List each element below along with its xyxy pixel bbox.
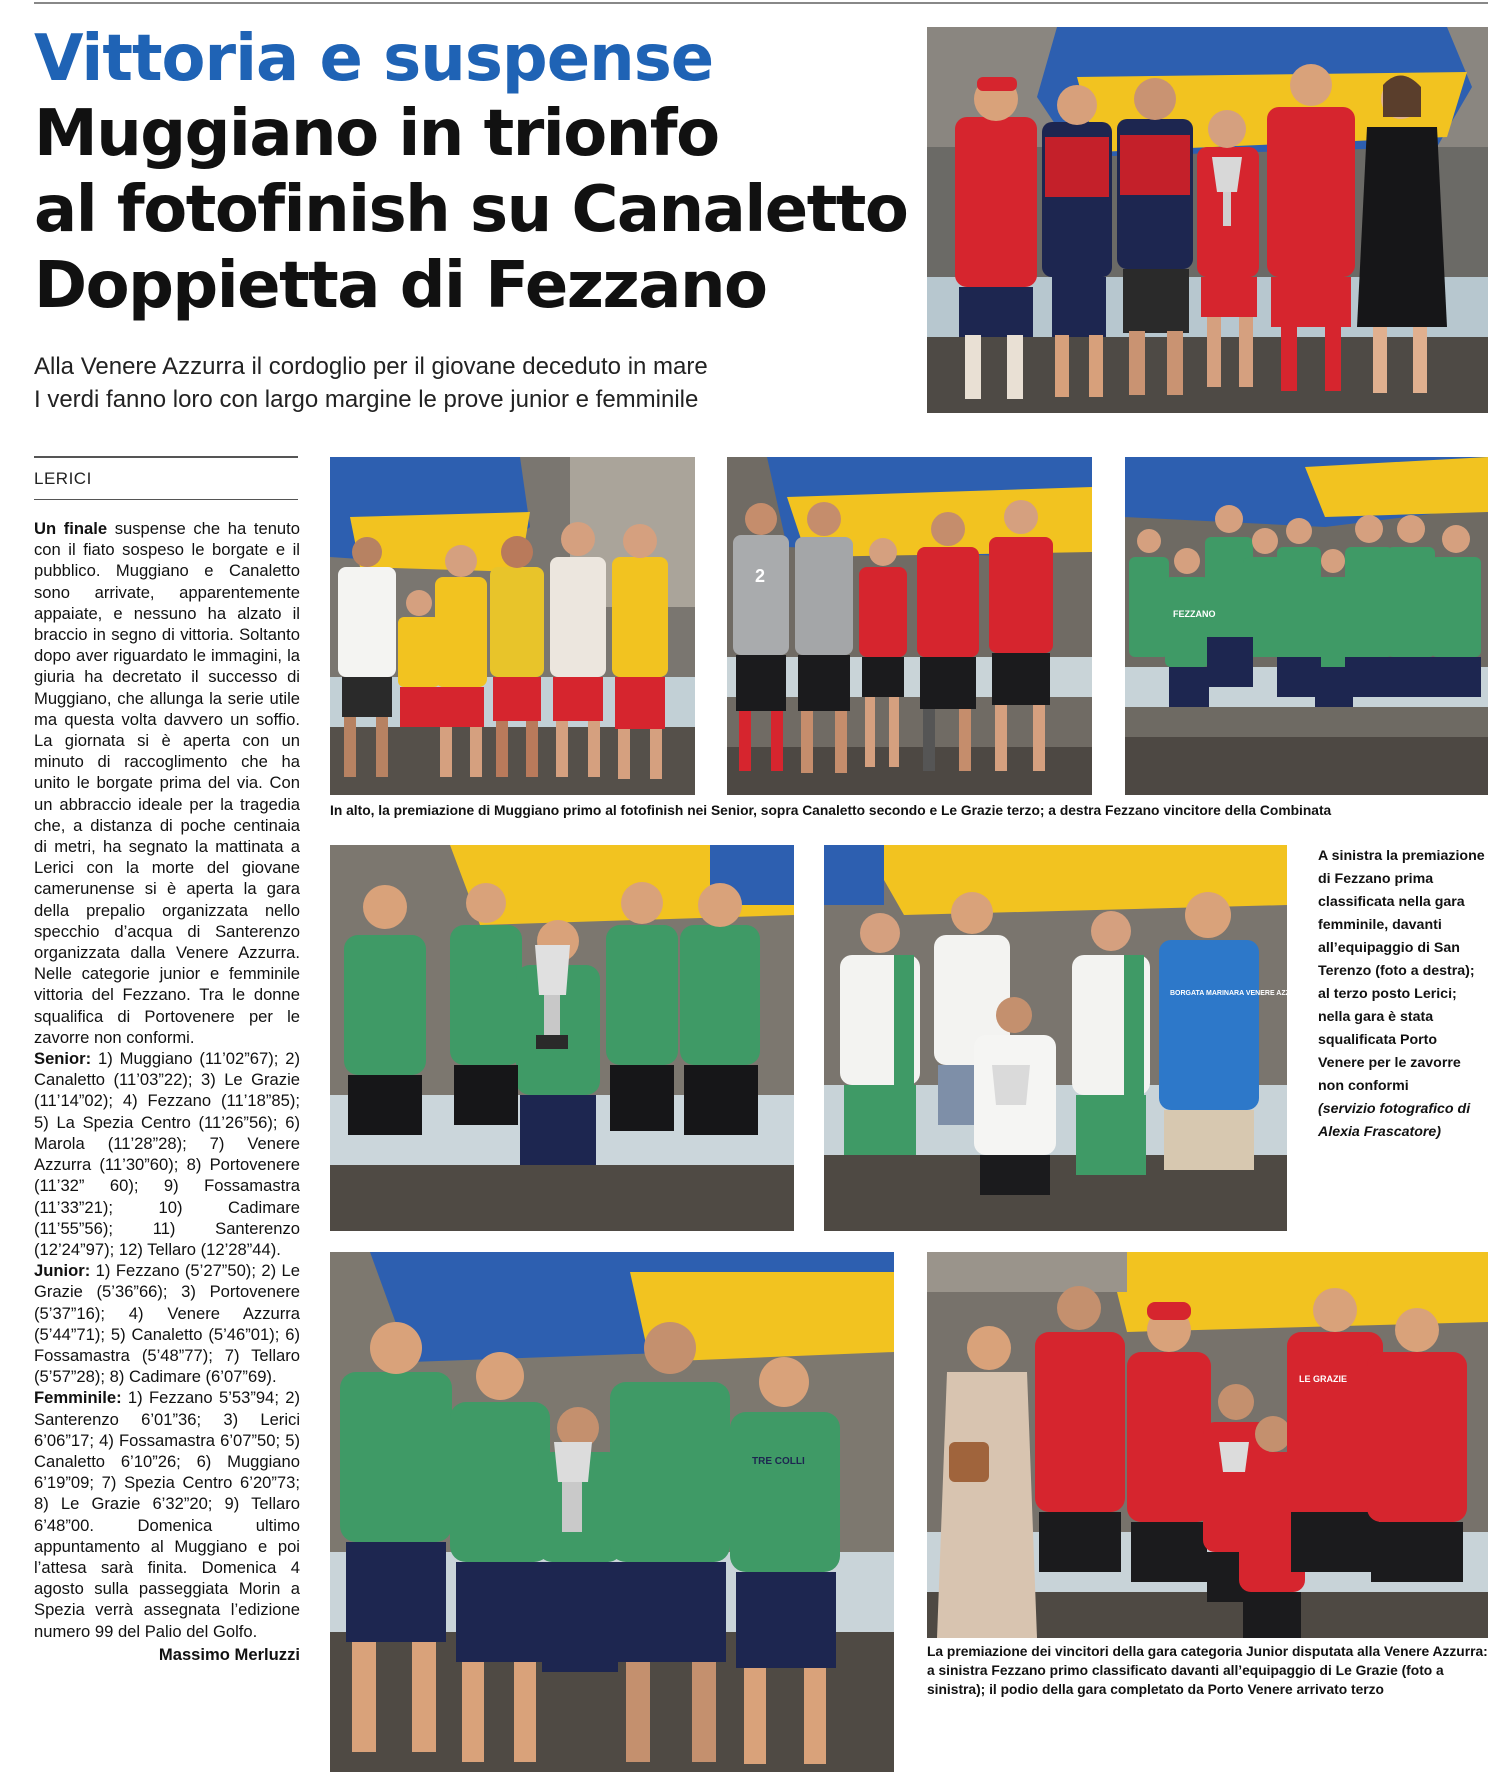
dateline-rule-top <box>34 456 298 458</box>
photo-fezzano-women <box>330 845 794 1231</box>
junior-label: Junior: <box>34 1261 91 1281</box>
jersey-number-text: 2 <box>755 566 766 586</box>
article-headline <box>34 96 907 324</box>
top-rule <box>34 2 1488 4</box>
photo-fezzano-junior <box>330 1252 894 1772</box>
photo-fezzano-women-image <box>330 845 794 1231</box>
photo-canaletto-grazie-image <box>727 457 1092 795</box>
author-byline: Massimo Merluzzi <box>158 1644 300 1664</box>
headline-line-2: al fotofinish su Canaletto <box>34 173 908 247</box>
photo-canaletto-grazie <box>727 457 1092 795</box>
female-label: Femminile: <box>34 1388 122 1408</box>
body-lead: Un finale <box>34 519 108 538</box>
photo-fezzano-combinata-image <box>1125 457 1488 795</box>
junior-results: 1) Fezzano (5’27”50); 2) Le Grazie (5’36”66); 3) Portovenere (5’37”16); 4) Venere Azzurra (5’44”71); 5) Canaletto (5’46”01); 6) Fossamastra (5’48”77); 7) Tellaro (5’57”28); 8) Cadimare (6’07”69). <box>34 1261 300 1387</box>
photo-credit: (servizio fotografico di Alexia Frascatore) <box>1318 1101 1471 1140</box>
dateline: LERICI <box>34 469 92 488</box>
headline-line-1: Muggiano in trionfo <box>34 97 719 171</box>
female-results: 1) Fezzano 5’53”94; 2) Santerenzo 6’01”36; 3) Lerici 6’06”17; 4) Fossamastra 6’07”50; 5) Canaletto 6’10”26; 6) Muggiano 6’19”09; 7) Spezia Centro 6’20”73; 8) Le Grazie 6’32”20; 9) Tellaro 6’48”00. Domenica ultimo appuntamento al Muggiano e poi l’attesa sarà finita. Domenica 4 agosto sulla passeggiata Morin a Spezia verrà assegnata l’edizione numero 99 del Palio del Golfo. <box>34 1388 300 1641</box>
caption-women-text: A sinistra la premiazione di Fezzano prima classificata nella gara femminile, davanti all’equipaggio di San Terenzo (foto a destra); al terzo posto Lerici; nella gara è stata squalificata Porto Venere per le zavorre non conformi <box>1318 848 1485 1094</box>
photo-grazie-junior <box>927 1252 1488 1638</box>
dateline-rule-bottom <box>34 499 298 500</box>
senior-results: 1) Muggiano (11’02”67); 2) Canaletto (11’03”22); 3) Le Grazie (11’14”02); 4) Fezzano (11’18”85); 5) La Spezia Centro (11’26”56); 6) Marola (11’28”28); 7) Venere Azzurra (11’30”60); 8) Portovenere (11’32” 60); 9) Fossamastra (11’33”21); 10) Cadimare (11’55”56); 11) Santerenzo (12’24”97); 12) Tellaro (12’28”44). <box>34 1049 300 1259</box>
photo-fezzano-combinata <box>1125 457 1488 795</box>
photo-grazie-junior-image <box>927 1252 1488 1638</box>
subhead-line-2: I verdi fanno loro con largo margine le prove junior e femminile <box>34 386 699 413</box>
headline-line-3: Doppietta di Fezzano <box>34 249 767 323</box>
article-body <box>34 518 300 1665</box>
shirt-tre-colli-text: TRE COLLI <box>752 1456 805 1467</box>
subhead-line-1: Alla Venere Azzurra il cordoglio per il giovane deceduto in mare <box>34 353 708 380</box>
shirt-borgata-text: BORGATA MARINARA VENERE AZZURRA <box>1170 990 1311 997</box>
article-kicker: Vittoria e suspense <box>34 22 714 96</box>
photo-yellow-red-team <box>330 457 695 795</box>
shirt-fezzano-text: FEZZANO <box>1173 609 1216 619</box>
body-intro: suspense che ha tenuto con il fiato sospeso le borgate e il pubblico. Muggiano e Canaletto sono arrivate, apparentemente appaiate, e nessuno ha alzato il braccio in segno di vittoria. Soltanto dopo aver riguardato le immagini, la giuria ha decretato il successo di Muggiano, che allunga la serie utile ma questa volta davvero un soffio. La giornata si è aperta con un minuto di raccoglimento che ha unito le borgate prima del via. Con un abbraccio ideale per la tragedia che, a distanza di poche centinaia di metri, ha segnato la mattinata a Lerici con la morte del giovane camerunense si è aperta la gara della prepalio organizzata nello specchio d’acqua di Santerenzo organizzata dalla Venere Azzurra. Nelle categorie junior e femminile vittoria del Fezzano. Tra le donne squalifica di Portovenere per le zavorre non conformi. <box>34 519 300 1047</box>
caption-junior: La premiazione dei vincitori della gara categoria Junior disputata alla Venere Azzurra: a sinistra Fezzano primo classificato davanti all’equipaggio di Le Grazie (foto a sinistra); il podio della gara completato da Porto Venere arrivato terzo <box>927 1644 1488 1697</box>
shirt-grazie-text: LE GRAZIE <box>1299 1374 1348 1384</box>
article-subhead <box>34 350 708 416</box>
photo-san-terenzo-women <box>824 845 1311 1231</box>
photo-san-terenzo-women-image <box>824 845 1311 1231</box>
photo-muggiano-senior-image <box>927 27 1488 413</box>
caption-women <box>1318 845 1486 1144</box>
photo-yellow-red-team-image <box>330 457 695 795</box>
photo-muggiano-senior <box>927 27 1488 413</box>
photo-fezzano-junior-image <box>330 1252 894 1772</box>
body-paragraph <box>34 518 300 1642</box>
caption-top-row: In alto, la premiazione di Muggiano primo al fotofinish nei Senior, sopra Canaletto secondo e Le Grazie terzo; a destra Fezzano vincitore della Combinata <box>330 803 1332 818</box>
senior-label: Senior: <box>34 1049 92 1069</box>
